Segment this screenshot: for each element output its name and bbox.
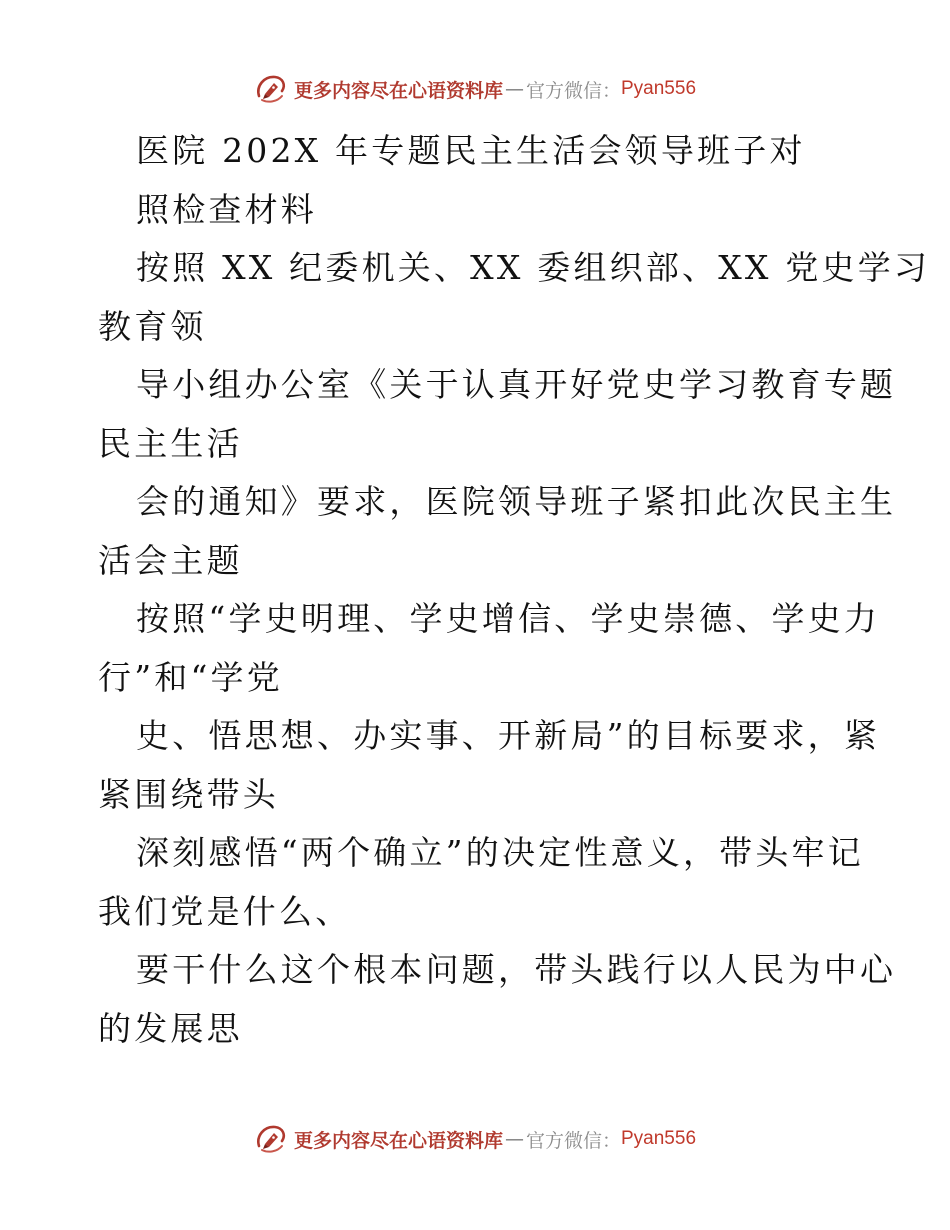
text-line: 深刻感悟“两个确立”的决定性意义，带头牢记	[136, 833, 864, 872]
banner-main-text: 更多内容尽在心语资料库	[293, 1129, 503, 1152]
text-line: 照检查材料	[136, 189, 317, 229]
text-line: 要干什么这个根本问题，带头践行以人民为中心	[136, 950, 897, 989]
text-line: 的发展思	[98, 1008, 243, 1048]
banner-wechat-label: 官方微信：	[525, 79, 621, 102]
banner-wechat-id: Pyan556	[621, 1128, 697, 1149]
text-line: 教育领	[98, 306, 207, 346]
text-line: 按照“学史明理、学史增信、学史崇德、学史力	[136, 599, 881, 638]
text-line: 紧围绕带头	[98, 774, 279, 814]
pen-nib-swirl-icon	[254, 72, 288, 106]
document-body	[98, 122, 931, 1058]
text-line: 会的通知》要求，医院领导班子紧扣此次民主生	[136, 482, 897, 521]
text-line: 民主生活	[98, 423, 243, 463]
banner-separator: —	[504, 1128, 524, 1150]
banner-wechat-id: Pyan556	[621, 78, 697, 99]
text-line: 导小组办公室《关于认真开好党史学习教育专题	[136, 365, 897, 404]
banner-wechat-label: 官方微信：	[525, 1129, 621, 1152]
banner-separator: —	[504, 78, 524, 100]
header-watermark	[0, 72, 950, 106]
pen-nib-swirl-icon	[254, 1122, 288, 1156]
text-line: 行”和“学党	[98, 657, 283, 697]
banner-main-text: 更多内容尽在心语资料库	[293, 79, 503, 102]
text-line: 史、悟思想、办实事、开新局”的目标要求，紧	[136, 716, 881, 755]
text-line: 医院 202X 年专题民主生活会领导班子对	[136, 131, 806, 170]
footer-watermark	[0, 1122, 950, 1156]
text-line: 活会主题	[98, 540, 243, 580]
text-line: 我们党是什么、	[98, 891, 352, 931]
text-line: 按照 XX 纪委机关、XX 委组织部、XX 党史学习	[136, 248, 931, 287]
